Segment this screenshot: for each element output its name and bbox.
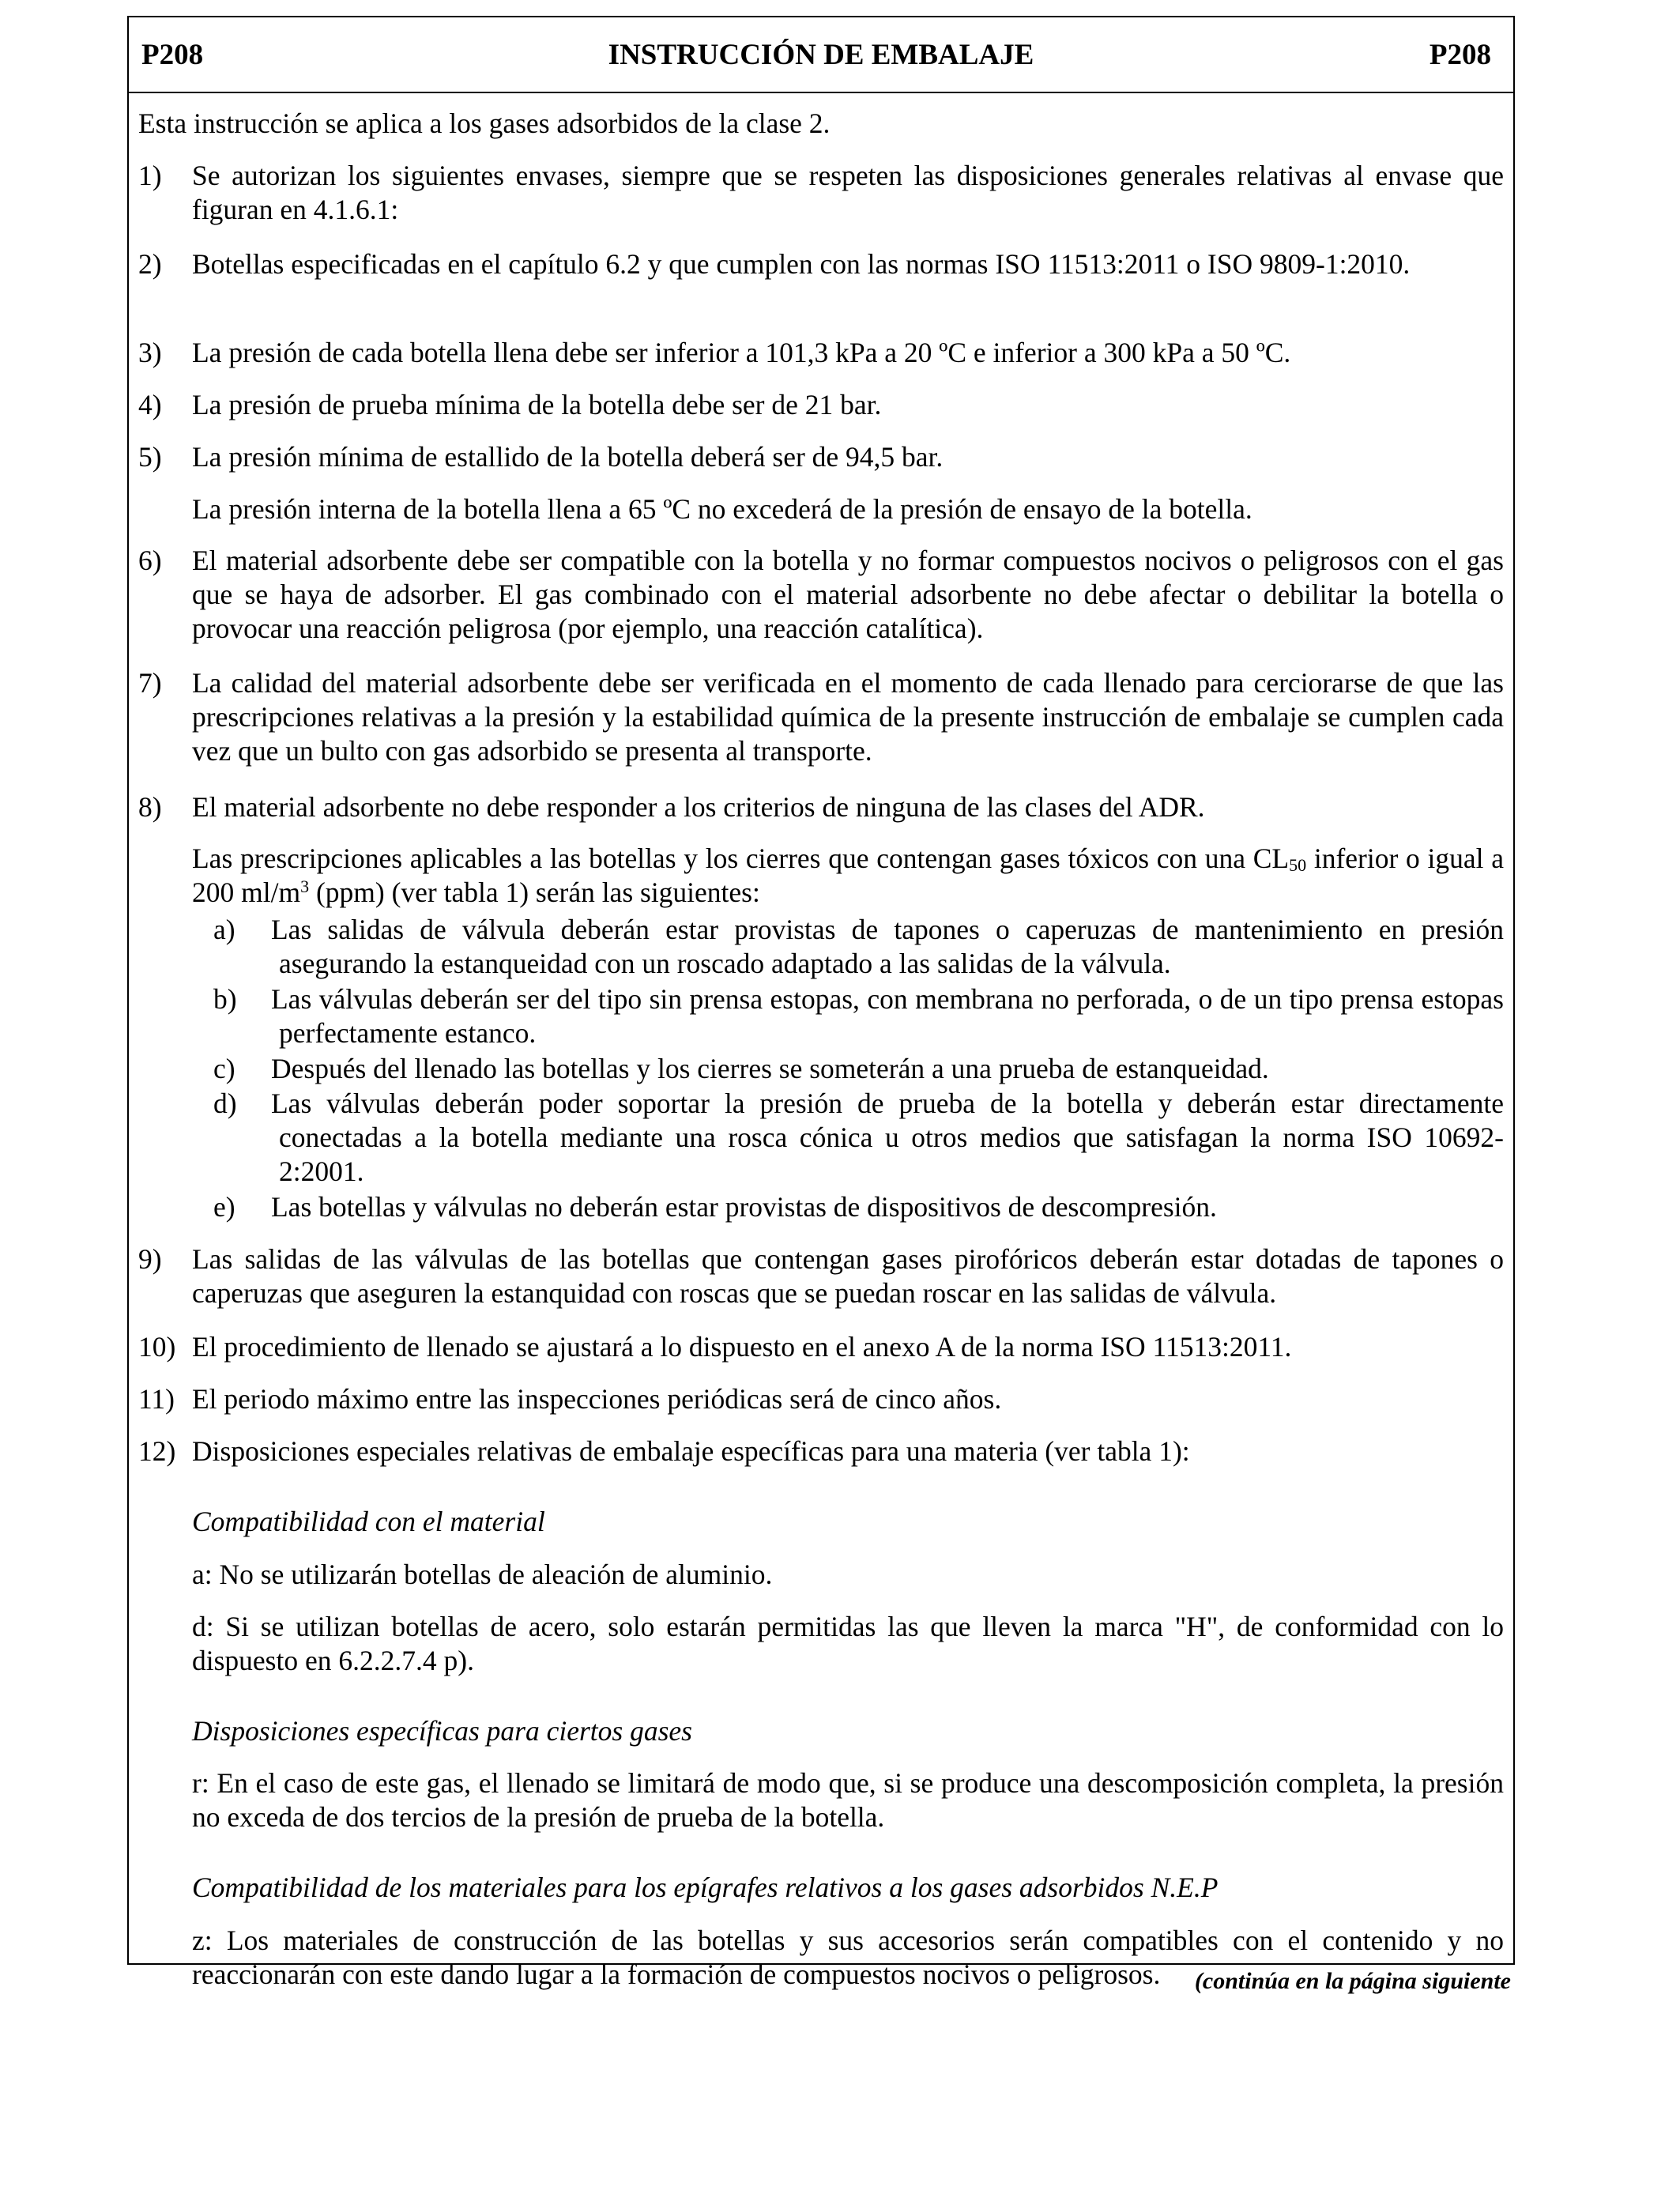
item-text: El periodo máximo entre las inspecciones periódicas será de cinco años. bbox=[192, 1383, 1002, 1415]
sub-item-text: Las salidas de válvula deberán estar provistas de tapones o caperuzas de mantenimiento en presión asegurando la estanqueidad con un roscado adaptado a las salidas de la válvula. bbox=[271, 914, 1504, 979]
item-number: 11) bbox=[138, 1383, 175, 1415]
sub-item-letter: a) bbox=[213, 914, 235, 945]
instruction-body: Esta instrucción se aplica a los gases adsorbidos de la clase 2. 1) Se autorizan los siguientes envases, siempre que se respeten las disposiciones generales relativas al envase que figuran en 4.1.6.1: 2) Botellas especificadas en el capítulo 6.2 y que cumplen con las normas ISO 11513:2011 o ISO 9809-1:2010. 3) La presión de cada botella llena debe ser inferior a 101,3 kPa a 20 ºC e inferior a 300 kPa a 50 ºC. 4) La presión de prueba mínima de la botella debe ser de 21 bar. 5) La presión mínima de estallido de la botella deberá ser de 94,5 bar. La presión interna de la botella llena a 65 ºC no excederá de la presión de ensayo de la botella. 6) El material adsorbente debe ser compatible con la botella y no formar compuestos nocivos o peligrosos con el gas que se haya de adsorber. El gas combinado con el material adsorbente no debe afectar o debilitar la botella o provocar una reacción peligrosa (por ejemplo, una reacción catalítica). 7) La calidad del material adsorbente debe ser verificada en el momento de cada llenado para cerciorarse de que las prescripciones relativas a la presión y la estabilidad química de la presente instrucción de embalaje se cumplen cada vez que un bulto con gas adsorbido se presenta al transporte. 8) El material adsorbente no debe responder a los criterios de ninguna de las clases del ADR. Las prescripciones aplicables a las botellas y los cierres que contengan gases tóxicos con una $CL_{50}$ inferior o igual a 200 $ml/m^3$ (ppm) (ver tabla 1) serán las siguientes: a) Las salidas de válvula deberán estar provistas de tapones o caperuzas de mantenimiento en presión asegurando la estanqueidad con un roscado adaptado a las salidas de la válvula. b) Las válvulas deberán ser del tipo sin prensa estopas, con membrana no perforada, o de un tipo prensa estopas perfectamente estanco. c) Después del llenado las botellas y los cierres se someterán a una prueba de estanqueidad. d) Las válvulas deberán poder soportar la presión de prueba de la botella y deberán estar directamente conectadas a la botella mediante una rosca cónica u otros medios que satisfagan la norma ISO 10692-2:2001. e) Las botellas y válvulas no deberán estar provistas de dispositivos de descompresión. 9) Las salidas de las válvulas de las botellas que contengan gases pirofóricos deberán estar dotadas de tapones o caperuzas que aseguren la estanquidad con roscas que se puedan roscar en las salidas de válvula. 10) El procedimiento de llenado se ajustará a lo dispuesto en el anexo A de la norma ISO 11513:2011. 11) El periodo máximo entre las inspecciones periódicas será de cinco años. 12) Disposiciones especiales relativas de embalaje específicas para una materia (ver tabla 1): Compatibilidad con el material a: No se utilizarán botellas de aleación de aluminio. d: Si se utilizan botellas de acero, solo estarán permitidas las que lleven la marca "H", de conformidad con lo dispuesto en 6.2.2.7.4 p). Disposiciones específicas para ciertos gases r: En el caso de este gas, el llenado se limitará de modo que, si se produce una descomposición completa, la presión no exceda de dos tercios de la presión de prueba de la botella. Compatibilidad de los materiales para los epígrafes relativos a los gases adsorbidos N.E.P z: Los materiales de construcción de las botellas y sus accesorios serán compatibles con el contenido y no reaccionarán con este dando lugar a la formación de compuestos nocivos o peligrosos. bbox=[138, 107, 1504, 1990]
item-number: 3) bbox=[138, 337, 162, 368]
item-number: 6) bbox=[138, 545, 162, 576]
sub-item-letter: b) bbox=[213, 983, 237, 1015]
intro-text: Esta instrucción se aplica a los gases adsorbidos de la clase 2. bbox=[138, 107, 831, 139]
sub-item-letter: d) bbox=[213, 1088, 237, 1119]
sub-item-text: Las válvulas deberán ser del tipo sin prensa estopas, con membrana no perforada, o de un tipo prensa estopas perfectamente estanco. bbox=[271, 983, 1504, 1049]
item-number: 1) bbox=[138, 160, 162, 191]
sub-item-text: Las válvulas deberán poder soportar la presión de prueba de la botella y deberán estar directamente conectadas a la botella mediante una rosca cónica u otros medios que satisfagan la norma ISO 10692-2:2001. bbox=[271, 1088, 1504, 1187]
item-number: 12) bbox=[138, 1435, 176, 1467]
item-text: Las salidas de las válvulas de las botellas que contengan gases pirofóricos deberán estar dotadas de tapones o caperuzas que aseguren la estanquidad con roscas que se puedan roscar en las salidas de válvula. bbox=[192, 1243, 1504, 1309]
item-number: 9) bbox=[138, 1243, 162, 1275]
instruction-title: INSTRUCCIÓN DE EMBALAJE bbox=[608, 39, 1034, 71]
item-number: 4) bbox=[138, 389, 162, 420]
instruction-code-left: P208 bbox=[141, 39, 204, 71]
item-text: La presión interna de la botella llena a 65 ºC no excederá de la presión de ensayo de la botella. bbox=[192, 493, 1252, 525]
item-text: El material adsorbente debe ser compatible con la botella y no formar compuestos nocivos o peligrosos con el gas que se haya de adsorber. El gas combinado con el material adsorbente no debe afectar o debilitar la botella o provocar una reacción peligrosa (por ejemplo, una reacción catalítica). bbox=[192, 545, 1504, 644]
continuation-note: (continúa en la página siguiente bbox=[1194, 1968, 1511, 1994]
sub-item-letter: e) bbox=[213, 1191, 235, 1223]
item-text: Las prescripciones aplicables a las botellas y los cierres que contengan gases tóxicos con una $CL_{50}$ inferior o igual a 200 $ml/m^3$ (ppm) (ver tabla 1) serán las siguientes: bbox=[192, 843, 1504, 908]
item-text: El material adsorbente no debe responder a los criterios de ninguna de las clases del ADR. bbox=[192, 791, 1205, 823]
item-number: 5) bbox=[138, 441, 162, 473]
instruction-code-right: P208 bbox=[1429, 39, 1491, 71]
item-number: 8) bbox=[138, 791, 162, 823]
item-text: La calidad del material adsorbente debe ser verificada en el momento de cada llenado para cerciorarse de que las prescripciones relativas a la presión y la estabilidad química de la presente instrucción de embalaje se cumplen cada vez que un bulto con gas adsorbido se presenta al transporte. bbox=[192, 667, 1504, 767]
sub-item-text: Después del llenado las botellas y los cierres se someterán a una prueba de estanqueidad. bbox=[271, 1053, 1269, 1084]
item-text: La presión de prueba mínima de la botella debe ser de 21 bar. bbox=[192, 389, 882, 420]
item-text: La presión de cada botella llena debe ser inferior a 101,3 kPa a 20 ºC e inferior a 300 kPa a 50 ºC. bbox=[192, 337, 1291, 368]
item-text: El procedimiento de llenado se ajustará a lo dispuesto en el anexo A de la norma ISO 11513:2011. bbox=[192, 1331, 1292, 1363]
item-text: Se autorizan los siguientes envases, siempre que se respeten las disposiciones generales relativas al envase que figuran en 4.1.6.1: bbox=[192, 160, 1504, 225]
item-number: 7) bbox=[138, 667, 162, 699]
sub-item-letter: c) bbox=[213, 1053, 235, 1084]
item-text: La presión mínima de estallido de la botella deberá ser de 94,5 bar. bbox=[192, 441, 944, 473]
item-number: 2) bbox=[138, 248, 162, 280]
item-number: 10) bbox=[138, 1331, 176, 1363]
table-header bbox=[129, 17, 1513, 93]
item-text: Disposiciones especiales relativas de embalaje específicas para una materia (ver tabla 1): bbox=[192, 1435, 1190, 1467]
item-text: Botellas especificadas en el capítulo 6.2 y que cumplen con las normas ISO 11513:2011 o ISO 9809-1:2010. bbox=[192, 248, 1411, 280]
sub-item-text: Las botellas y válvulas no deberán estar provistas de dispositivos de descompresión. bbox=[271, 1191, 1217, 1223]
